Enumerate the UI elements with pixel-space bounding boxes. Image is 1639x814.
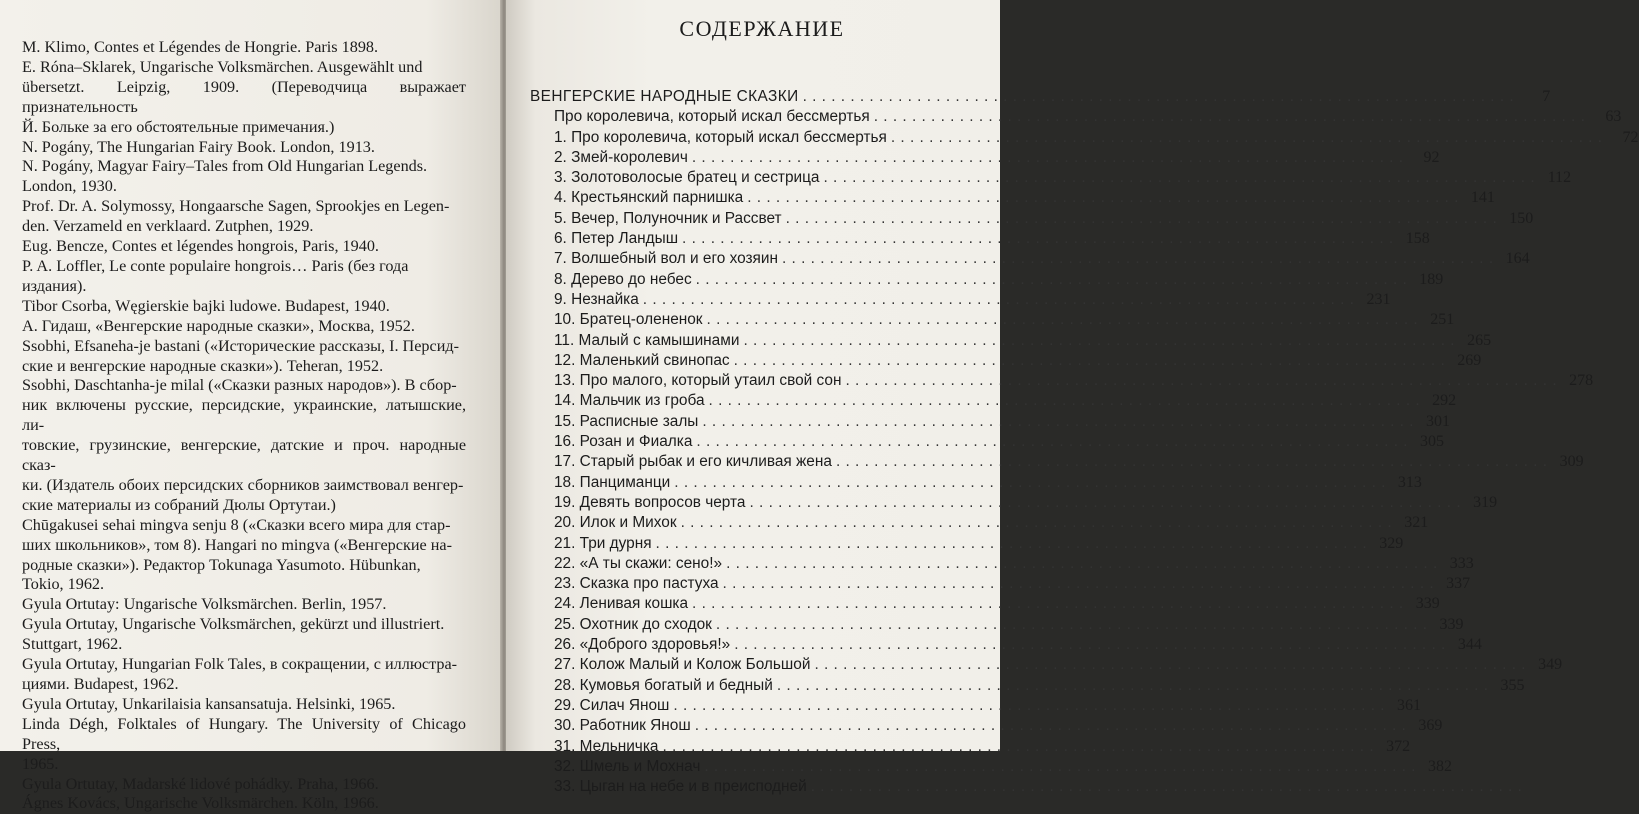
bibliography-entry bbox=[22, 655, 466, 695]
bibliography-line: Linda Dégh, Folktales of Hungary. The University of Chicago Press, bbox=[22, 714, 466, 753]
toc-item-title: 6. Петер Ландыш bbox=[554, 230, 679, 248]
toc-item-title: 21. Три дурня bbox=[554, 534, 652, 552]
bibliography-line: Й. Больке за его обстоятельные примечания.) bbox=[22, 117, 335, 136]
toc-item-page: 72 bbox=[1622, 128, 1639, 146]
bibliography-entry bbox=[22, 58, 466, 138]
toc-leader-dots bbox=[786, 209, 1498, 229]
toc-row bbox=[530, 757, 1453, 777]
toc-leader-dots bbox=[692, 148, 1404, 168]
bibliography-line: Eug. Bencze, Contes et légendes hongrois, Paris, 1940. bbox=[22, 237, 379, 256]
toc-item-page: 292 bbox=[1432, 392, 1457, 410]
toc-item-title: 16. Розан и Фиалка bbox=[554, 433, 693, 451]
bibliography-entry bbox=[22, 337, 466, 377]
bibliography-line: N. Pogány, The Hungarian Fairy Book. London, 1913. bbox=[22, 137, 375, 156]
toc-row bbox=[530, 554, 1474, 574]
toc-item-page: 382 bbox=[1428, 757, 1453, 775]
toc-leader-dots bbox=[673, 696, 1385, 716]
toc-leader-dots bbox=[707, 310, 1419, 330]
toc-leader-dots bbox=[692, 594, 1404, 614]
toc-row bbox=[530, 188, 1495, 208]
toc-item-title: 5. Вечер, Полуночник и Рассвет bbox=[554, 209, 782, 227]
toc-item-page: 301 bbox=[1426, 412, 1451, 430]
toc-leader-dots bbox=[716, 615, 1428, 635]
toc-item-title: 31. Мельничка bbox=[554, 737, 659, 755]
bibliography-line: M. Klimo, Contes et Légendes de Hongrie. Paris 1898. bbox=[22, 38, 379, 56]
toc-leader-dots bbox=[824, 168, 1536, 188]
toc-row bbox=[530, 371, 1594, 391]
toc-row bbox=[530, 331, 1492, 351]
bibliography-line: Gyula Ortutay, Unkarilaisia kansansatuja. Helsinki, 1965. bbox=[22, 694, 396, 713]
toc-item-title: 18. Панциманци bbox=[554, 473, 671, 491]
bibliography-line: издания). bbox=[22, 276, 87, 295]
toc-leader-dots bbox=[643, 290, 1355, 310]
toc-item-title: 20. Илок и Михок bbox=[554, 514, 677, 532]
toc-item-page: 92 bbox=[1423, 148, 1440, 166]
toc-item-page: 355 bbox=[1500, 676, 1525, 694]
toc-row bbox=[530, 168, 1572, 188]
toc-item-title: 10. Братец-олененок bbox=[554, 311, 703, 329]
bibliography-line: N. Pogány, Magyar Fairy–Tales from Old Hungarian Legends. bbox=[22, 157, 428, 176]
toc-item-title: 33. Цыган на небе и в преисподней bbox=[554, 778, 807, 796]
bibliography-entry bbox=[22, 297, 466, 317]
toc-item-page: 63 bbox=[1605, 108, 1622, 126]
toc-item-page: 158 bbox=[1405, 230, 1430, 248]
bibliography-line: Tibor Csorba, Węgierskie bajki ludowe. Budapest, 1940. bbox=[22, 296, 390, 315]
toc-item-page: 251 bbox=[1430, 311, 1455, 329]
toc-item-page: 321 bbox=[1404, 514, 1429, 532]
toc-item-title: 14. Мальчик из гроба bbox=[554, 392, 705, 410]
toc-item-title: 17. Старый рыбак и его кичливая жена bbox=[554, 453, 832, 471]
toc-item-page: 309 bbox=[1559, 453, 1584, 471]
bibliography-entry bbox=[22, 695, 466, 715]
toc-item-title: 2. Змей-королевич bbox=[554, 148, 688, 166]
toc-leader-dots bbox=[696, 432, 1408, 452]
toc-item-page: 141 bbox=[1470, 189, 1495, 207]
toc-item-title: 15. Расписные залы bbox=[554, 412, 699, 430]
toc-item-title: 12. Маленький свинопас bbox=[554, 351, 730, 369]
toc-leader-dots bbox=[674, 473, 1386, 493]
toc-row bbox=[530, 635, 1482, 655]
bibliography-line: Chūgakusei sehai mingva senju 8 («Сказки всего мира для стар- bbox=[22, 515, 451, 534]
toc-row bbox=[530, 737, 1411, 757]
bibliography-line: ки. (Издатель обоих персидских сборников заимствовал венгер- bbox=[22, 475, 464, 494]
toc-leader-dots bbox=[803, 87, 1515, 107]
bibliography-entry bbox=[22, 775, 466, 795]
toc-row bbox=[530, 696, 1422, 716]
bibliography-line: Gyula Ortutay: Ungarische Volksmärchen. Berlin, 1957. bbox=[22, 595, 387, 614]
contents-heading: СОДЕРЖАНИЕ bbox=[679, 16, 845, 41]
toc-row bbox=[530, 209, 1534, 229]
toc-item-title: 3. Золотоволосые братец и сестрица bbox=[554, 169, 820, 187]
toc-item-title: 23. Сказка про пастуха bbox=[554, 575, 719, 593]
toc-row bbox=[530, 107, 1622, 127]
toc-row bbox=[530, 534, 1404, 554]
toc-leader-dots bbox=[845, 371, 1557, 391]
toc-row bbox=[530, 615, 1464, 635]
bibliography-entry bbox=[22, 38, 466, 58]
toc-item-page: 313 bbox=[1397, 473, 1422, 491]
toc-row bbox=[530, 655, 1563, 675]
toc-leader-dots bbox=[747, 188, 1459, 208]
toc-item-page: 189 bbox=[1419, 270, 1444, 288]
bibliography-entry bbox=[22, 595, 466, 615]
toc-item-title: 30. Работник Янош bbox=[554, 717, 691, 735]
toc-leader-dots bbox=[695, 716, 1407, 736]
toc-item-title: 11. Малый с камышинами bbox=[554, 331, 740, 349]
bibliography-line: London, 1930. bbox=[22, 177, 117, 196]
bibliography-line: Prof. Dr. A. Solymossy, Hongaarsche Sagen, Sprookjes en Legen- bbox=[22, 197, 450, 216]
bibliography-line: товские, грузинские, венгерские, датские и проч. народные сказ- bbox=[22, 436, 466, 475]
toc-row bbox=[530, 676, 1525, 696]
bibliography-line: Tokio, 1962. bbox=[22, 575, 105, 594]
toc-item-page: 278 bbox=[1569, 372, 1594, 390]
toc-item-page: 361 bbox=[1397, 696, 1422, 714]
bibliography-line: циями. Budapest, 1962. bbox=[22, 675, 179, 693]
toc-row bbox=[530, 513, 1429, 533]
toc-leader-dots bbox=[749, 493, 1461, 513]
bibliography-line: Ágnes Kovács, Ungarische Volksmärchen. Köln, 1966. bbox=[22, 794, 379, 813]
toc-item-page: 112 bbox=[1547, 169, 1572, 187]
table-of-contents bbox=[530, 87, 1639, 797]
toc-row bbox=[530, 270, 1444, 290]
toc-leader-dots bbox=[836, 452, 1548, 472]
toc-row bbox=[530, 148, 1440, 168]
toc-row bbox=[530, 432, 1445, 452]
bibliography-line: ские и венгерские народные сказки»). Teheran, 1952. bbox=[22, 356, 384, 375]
bibliography-line: Gyula Ortutay, Ungarische Volksmärchen, gekürzt und illustriert. bbox=[22, 615, 445, 634]
bibliography-line: Ssobhi, Efsaneha-je bastani («Исторические рассказы, I. Персид- bbox=[22, 336, 459, 355]
bibliography-line: А. Гидаш, «Венгерские народные сказки», Москва, 1952. bbox=[22, 316, 415, 335]
toc-row bbox=[530, 777, 994, 797]
toc-item-title: 28. Кумовья богатый и бедный bbox=[554, 676, 773, 694]
bibliography-line: родные сказки»). Редактор Tokunaga Yasumoto. Hübunkan, bbox=[22, 555, 421, 574]
toc-section-title: ВЕНГЕРСКИЕ НАРОДНЫЕ СКАЗКИ bbox=[530, 88, 799, 105]
toc-item-page: 265 bbox=[1467, 331, 1492, 349]
toc-item-page: 372 bbox=[1386, 737, 1411, 755]
bibliography-line: den. Verzameld en verklaard. Zutphen, 1929. bbox=[22, 217, 314, 236]
toc-row bbox=[530, 473, 1422, 493]
bibliography-line: übersetzt. Leipzig, 1909. (Переводчица выражает признательность bbox=[22, 77, 466, 116]
toc-row bbox=[530, 716, 1443, 736]
bibliography-entry bbox=[22, 157, 466, 197]
toc-leader-dots bbox=[777, 676, 1489, 696]
toc-leader-dots bbox=[814, 655, 1526, 675]
bibliography-line: Stuttgart, 1962. bbox=[22, 635, 123, 654]
right-page bbox=[506, 0, 1639, 796]
bibliography-entry bbox=[22, 615, 466, 655]
toc-item-page: 164 bbox=[1505, 250, 1530, 268]
bibliography-entry bbox=[22, 237, 466, 257]
toc-leader-dots bbox=[696, 270, 1408, 290]
bibliography-entry bbox=[22, 197, 466, 237]
toc-leader-dots bbox=[734, 635, 1446, 655]
toc-item-page: 339 bbox=[1439, 615, 1464, 633]
bibliography-line: P. A. Loffler, Le conte populaire hongrois… Paris (без года bbox=[22, 256, 409, 275]
toc-item-title: 13. Про малого, который утаил свой сон bbox=[554, 372, 842, 390]
toc-leader-dots bbox=[743, 331, 1455, 351]
toc-item-title: 24. Ленивая кошка bbox=[554, 595, 689, 613]
toc-item-title: 19. Девять вопросов черта bbox=[554, 493, 746, 511]
toc-item-title: 9. Незнайка bbox=[554, 290, 639, 308]
toc-leader-dots bbox=[662, 737, 1374, 757]
toc-item-title: Про королевича, который искал бессмертья bbox=[554, 108, 870, 126]
bibliography-entry bbox=[22, 317, 466, 337]
toc-row bbox=[530, 594, 1440, 614]
bibliography-entry bbox=[22, 138, 466, 158]
toc-leader-dots bbox=[891, 128, 1603, 148]
toc-leader-dots bbox=[811, 777, 1523, 797]
toc-leader-dots bbox=[656, 534, 1368, 554]
toc-item-page: 344 bbox=[1457, 636, 1482, 654]
bibliography-entry bbox=[22, 516, 466, 596]
bibliography-line: Ssobhi, Daschtanha-je milal («Сказки разных народов»). В сбор- bbox=[22, 376, 457, 395]
toc-section-page: 7 bbox=[1542, 88, 1551, 105]
bibliography-line: 1965. bbox=[22, 754, 59, 773]
toc-item-page: 305 bbox=[1420, 433, 1445, 451]
bibliography-line: ник включены русские, персидские, украинские, латышские, ли- bbox=[22, 396, 466, 435]
toc-leader-dots bbox=[681, 513, 1393, 533]
left-page bbox=[0, 0, 502, 813]
bibliography-line: Gyula Ortutay, Hungarian Folk Tales, в сокращении, с иллюстра- bbox=[22, 655, 458, 674]
toc-row bbox=[530, 452, 1584, 472]
toc-item-title: 27. Колож Малый и Колож Большой bbox=[554, 656, 811, 674]
toc-item-page: 369 bbox=[1418, 717, 1443, 735]
bibliography-line: Gyula Ortutay, Madarské lidové pohádky. Praha, 1966. bbox=[22, 774, 379, 793]
toc-row bbox=[530, 412, 1451, 432]
toc-leader-dots bbox=[874, 107, 1586, 127]
toc-item-page: 231 bbox=[1366, 290, 1391, 308]
bibliography-line: ские материалы из собраний Дюлы Ортутаи.) bbox=[22, 495, 336, 514]
toc-leader-dots bbox=[704, 757, 1416, 777]
toc-row bbox=[530, 229, 1430, 249]
toc-row bbox=[530, 249, 1530, 269]
toc-item-page: 349 bbox=[1538, 656, 1563, 674]
toc-row bbox=[530, 493, 1498, 513]
toc-item-title: 7. Волшебный вол и его хозяин bbox=[554, 250, 778, 268]
toc-row bbox=[530, 391, 1457, 411]
toc-item-title: 1. Про королевича, который искал бессмертья bbox=[554, 128, 887, 146]
bibliography-entry bbox=[22, 794, 466, 814]
toc-item-title: 8. Дерево до небес bbox=[554, 270, 692, 288]
bibliography-entry bbox=[22, 376, 466, 515]
bibliography-list bbox=[22, 38, 466, 814]
toc-item-page: 337 bbox=[1446, 575, 1471, 593]
toc-row bbox=[530, 290, 1391, 310]
toc-leader-dots bbox=[734, 351, 1446, 371]
toc-row bbox=[530, 351, 1482, 371]
toc-item-title: 4. Крестьянский парнишка bbox=[554, 189, 744, 207]
bibliography-entry bbox=[22, 715, 466, 775]
toc-item-page: 339 bbox=[1415, 595, 1440, 613]
toc-leader-dots bbox=[702, 412, 1414, 432]
toc-item-title: 22. «А ты скажи: сено!» bbox=[554, 554, 723, 572]
toc-item-title: 32. Шмель и Мохнач bbox=[554, 757, 701, 775]
toc-item-page: 150 bbox=[1509, 209, 1534, 227]
toc-leader-dots bbox=[682, 229, 1394, 249]
toc-leader-dots bbox=[723, 574, 1435, 594]
toc-row bbox=[530, 310, 1455, 330]
toc-leader-dots bbox=[782, 249, 1494, 269]
bibliography-line: ших школьников», том 8). Hangari no mingva («Венгерские на- bbox=[22, 535, 452, 554]
toc-item-page: 319 bbox=[1473, 493, 1498, 511]
toc-item-title: 25. Охотник до сходок bbox=[554, 615, 712, 633]
toc-row bbox=[530, 128, 1639, 148]
toc-section-row bbox=[530, 87, 1551, 107]
toc-item-page: 329 bbox=[1379, 534, 1404, 552]
toc-item-title: 29. Силач Янош bbox=[554, 696, 670, 714]
toc-item-page: 333 bbox=[1449, 554, 1474, 572]
toc-leader-dots bbox=[726, 554, 1438, 574]
toc-item-page: 269 bbox=[1457, 351, 1482, 369]
toc-leader-dots bbox=[709, 391, 1421, 411]
bibliography-entry bbox=[22, 257, 466, 297]
toc-row bbox=[530, 574, 1471, 594]
bibliography-line: E. Róna–Sklarek, Ungarische Volksmärchen. Ausgewählt und bbox=[22, 57, 423, 76]
toc-item-title: 26. «Доброго здоровья!» bbox=[554, 636, 731, 654]
